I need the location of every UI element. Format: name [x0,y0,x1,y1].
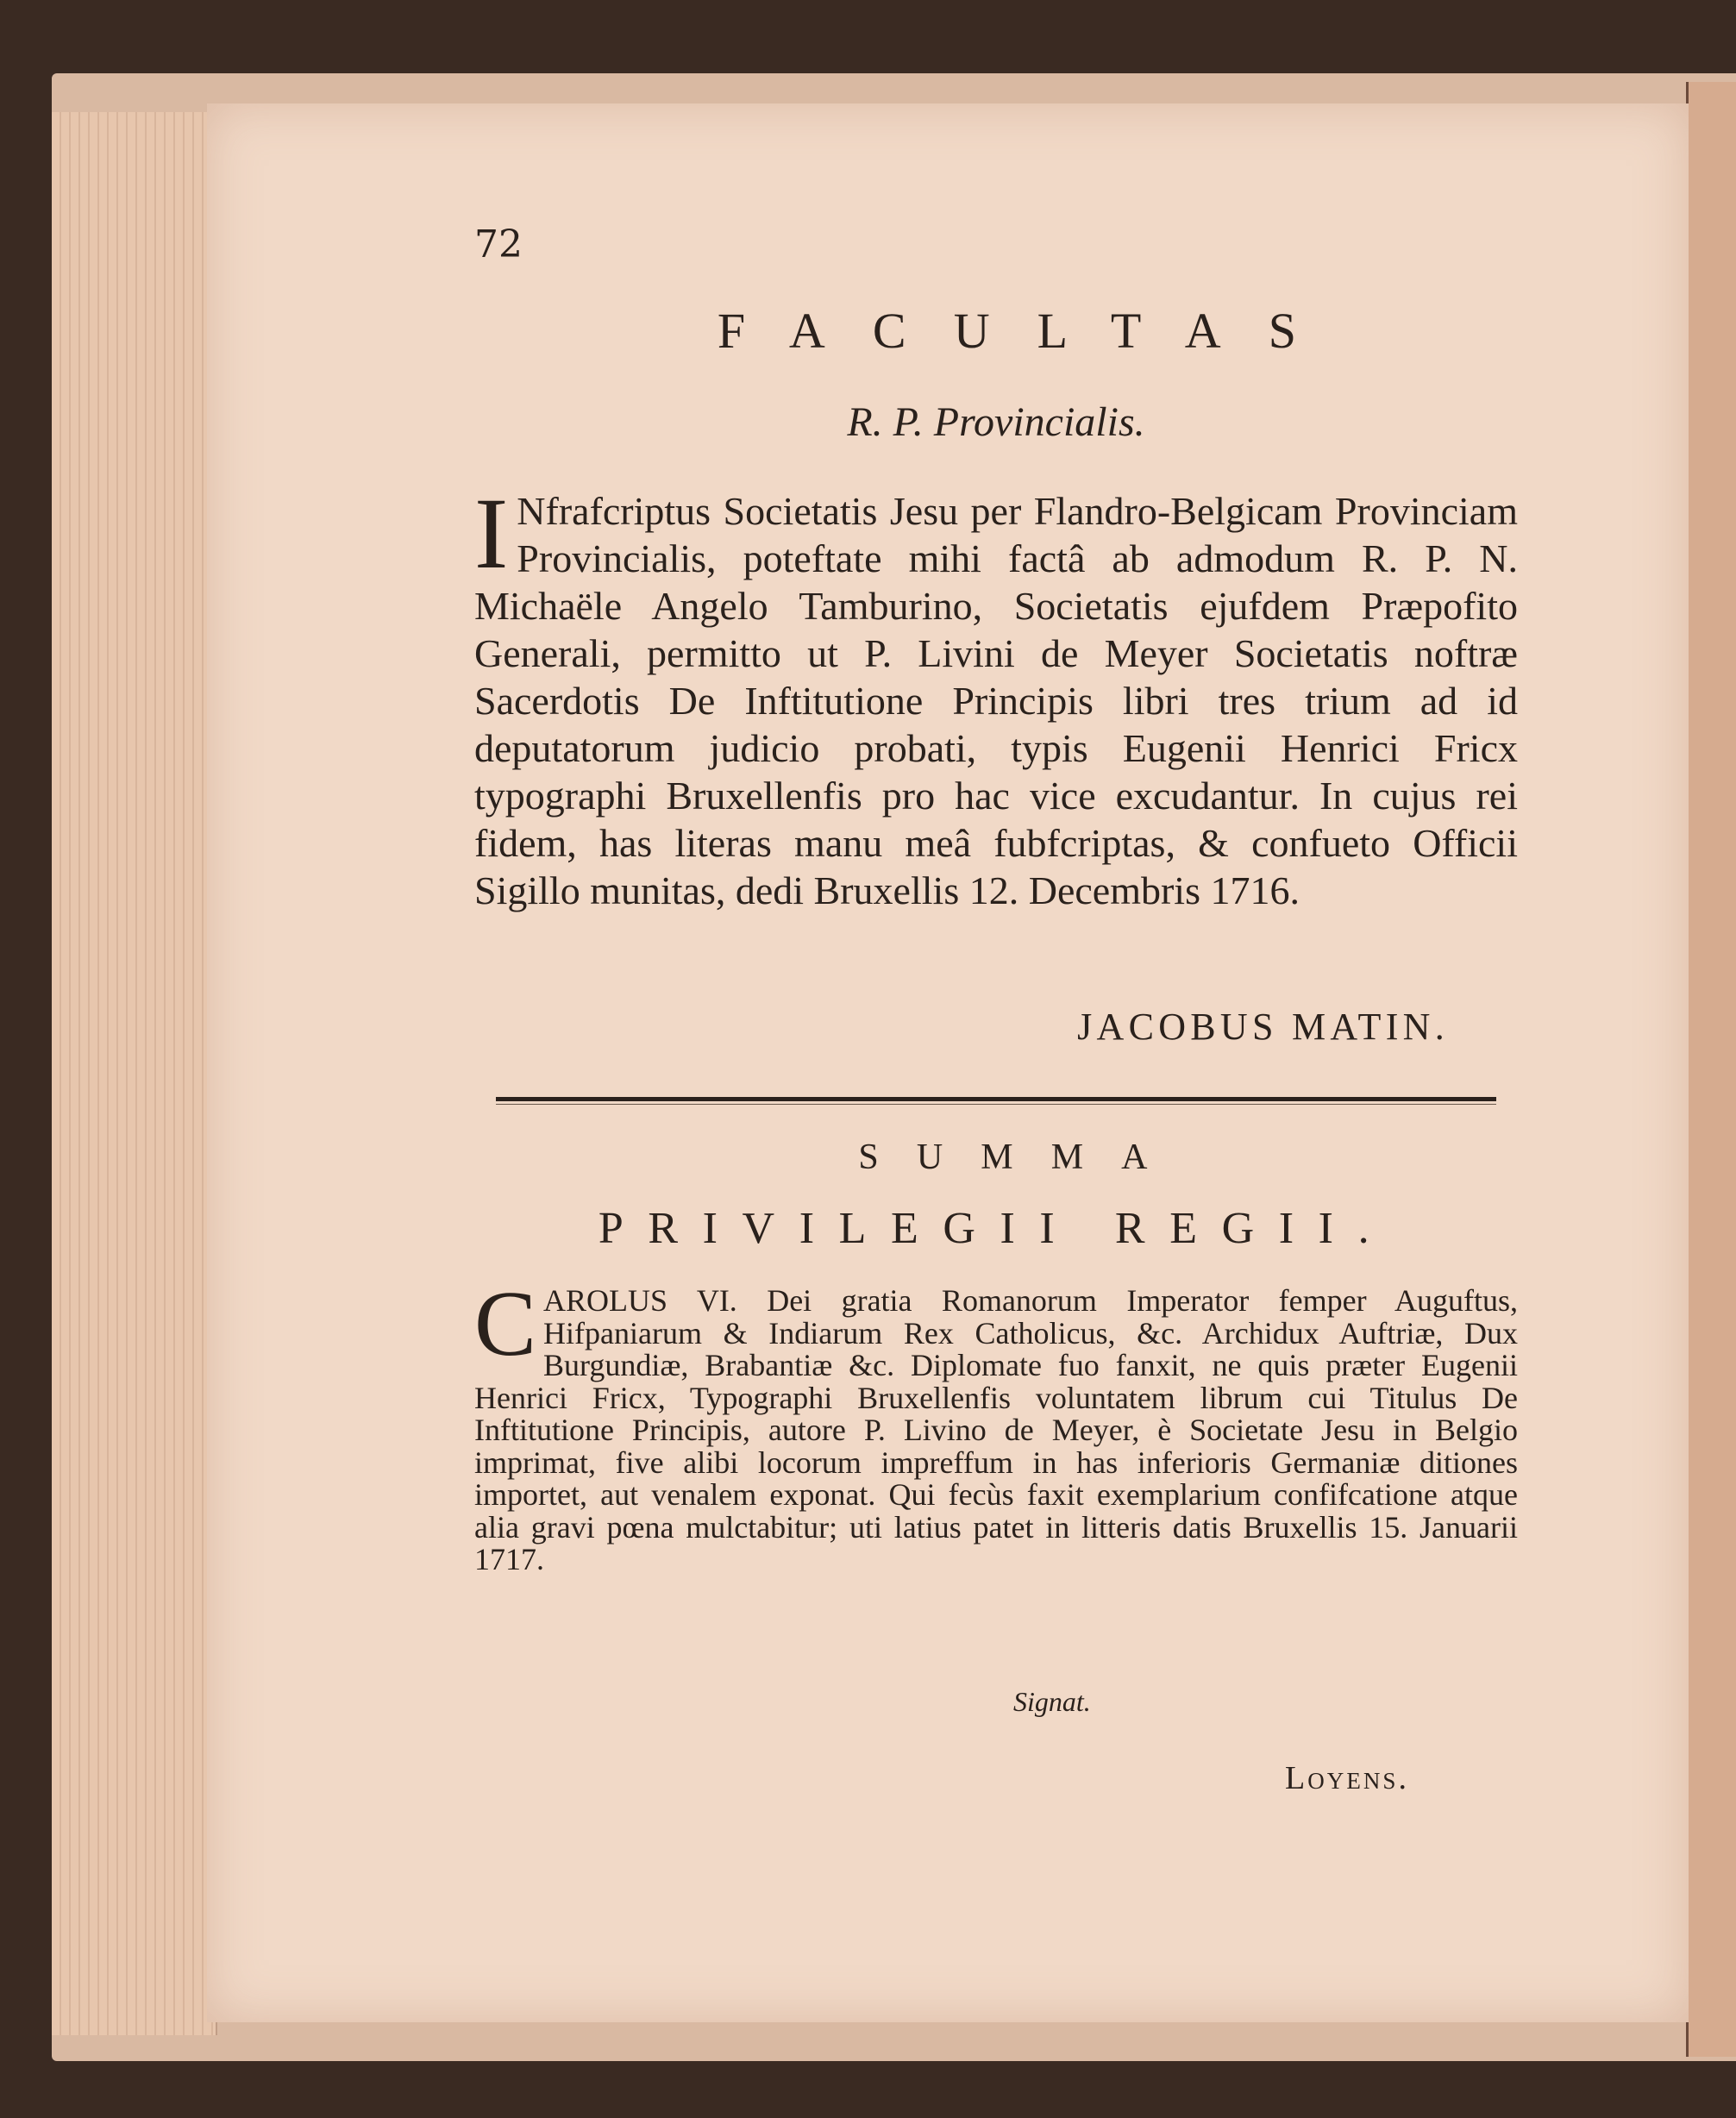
summa-text: AROLUS VI. Dei gratia Romanorum Imperator femper Auguftus, Hifpaniarum & Indiarum Rex Catholicus, &c. Archidux Auftriæ, Dux Burgundiæ, Brabantiæ &c. Diplomate fuo fanxit, ne quis præter Eugenii Henrici Fricx, Typographi Bruxellenfis voluntatem librum cui Titulus De Inftitutione Principis, autore P. Livino de Meyer, è Societate Jesu in Belgio imprimat, five alibi locorum impreffum in has inferioris Germaniæ ditiones importet, aut venalem exponat. Qui fecùs faxit exemplarium confifcatione atque alia gravi pœna mulctabitur; uti latius patet in litteris datis Bruxellis 15. Januarii 1717. [474,1283,1518,1576]
facultas-body [474,477,1518,914]
signat-label: Signat. [1013,1686,1091,1717]
privilegii-title: PRIVILEGII REGII. [598,1204,1394,1253]
facultas-subtitle: R. P. Provincialis. [847,399,1145,445]
facultas-dropcap: I [474,477,509,590]
facultas-text: Nfrafcriptus Societatis Jesu per Flandro-Belgicam Provinciam Provincialis, poteftate mihi factâ ab admodum R. P. N. Michaële Angelo Tamburino, Societatis ejufdem Præpofito Generali, permitto ut P. Livini de Meyer Societatis noftræ Sacerdotis De Inftitutione Principis libri tres trium ad id deputatorum judicio probati, typis Eugenii Henrici Fricx typographi Bruxellenfis pro hac vice excudantur. In cujus rei fidem, has literas manu meâ fubfcriptas, & confueto Officii Sigillo munitas, dedi Bruxellis 12. Decembris 1716. [474,489,1518,912]
summa-title: SUMMA [858,1137,1186,1177]
page-edges [52,112,217,2035]
summa-body [474,1273,1518,1576]
book-page [207,103,1689,2022]
summa-dropcap: C [474,1273,537,1375]
section-divider [496,1097,1496,1101]
facing-page-edge [1686,82,1736,2057]
facultas-signature: JACOBUS MATIN. [1077,1006,1449,1048]
facultas-title: FACULTAS [717,303,1344,359]
summa-signature: Loyens. [1285,1760,1409,1796]
page-number: 72 [474,222,523,266]
